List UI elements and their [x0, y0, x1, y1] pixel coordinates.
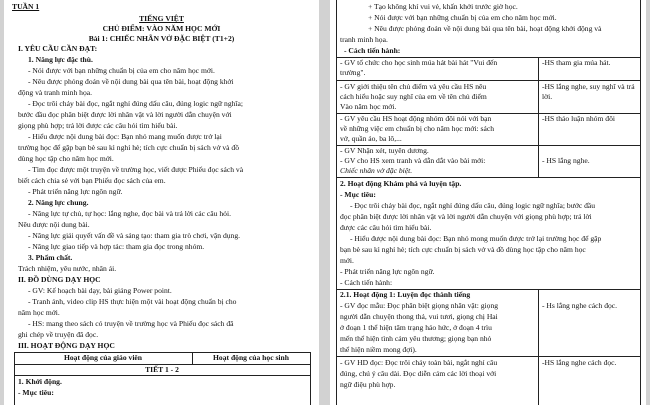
gv-line: ngữ điệu phù hợp.	[340, 380, 396, 389]
text-line: động và tranh minh họa.	[18, 88, 93, 97]
activity-heading: 2.1. Hoạt động 1: Luyện đọc thành tiếng	[340, 290, 471, 299]
text-line: - Mục tiêu:	[340, 190, 376, 199]
text-line: - Cách tiến hành:	[344, 46, 401, 55]
text-line: Nêu được nội dung bài.	[18, 220, 90, 229]
text-line: - Hiểu được nội dung bài đọc: Bạn nhỏ mong muốn được trở lại trường học để gặp	[350, 234, 602, 243]
text-line: được các câu hỏi tìm hiểu bài.	[340, 223, 432, 232]
text-line: năm học mới.	[18, 308, 60, 317]
text-line: trường học để gặp bạn bè sau kì nghỉ hè; tích cực chuẩn bị sách vở và đồ	[18, 143, 240, 152]
gv-line: về những việc em chuẩn bị cho năm học mới: sách	[340, 124, 495, 133]
table-row-heading: 1. Khởi động.	[18, 377, 62, 386]
table-header-teacher: Hoạt động của giáo viên	[63, 353, 143, 362]
text-line: - Nói được với bạn những chuẩn bị của em cho năm học mới.	[28, 66, 215, 75]
text-line: Trách nhiệm, yêu nước, nhân ái.	[18, 264, 117, 273]
text-line: - Năng lực tự chủ, tự học: lắng nghe, đọc bài và trả lời các câu hỏi.	[28, 209, 231, 218]
text-line: - Năng lực giao tiếp và hợp tác: tham gia đọc trong nhóm.	[28, 242, 205, 251]
gv-line: - GV Nhận xét, tuyên dương.	[340, 146, 429, 155]
text-line: bạn bè sau kì nghỉ hè; tích cực chuẩn bị sách vở và đồ dùng học tập cho năm học	[340, 245, 586, 254]
subject-title: TIẾNG VIỆT	[139, 14, 184, 23]
table-header-student: Hoạt động của học sinh	[213, 353, 289, 362]
hs-line: -HS lắng nghe, suy nghĩ và trả	[542, 82, 635, 91]
gv-line: - GV yêu cầu HS hoạt động nhóm đôi nói với bạn	[340, 114, 492, 123]
text-line: mới.	[340, 256, 354, 265]
gv-line: - GV HD đọc: Đọc trôi chảy toàn bài, ngắt nghỉ câu	[340, 358, 498, 367]
text-line: đọc phân biệt được lời nhân vật và lời người dẫn chuyện với giọng phù hợp; trả lời	[340, 212, 592, 221]
text-line: - Tìm đọc được một truyện về trường học, viết được Phiếu đọc sách và	[28, 165, 244, 174]
subsection-heading: 2. Năng lực chung.	[28, 198, 89, 207]
text-line: - Năng lực giải quyết vấn đề và sáng tạo: tham gia trò chơi, vận dụng.	[28, 231, 241, 240]
text-line: + Tạo không khí vui vẻ, khấn khởi trước giờ học.	[368, 2, 518, 11]
text-line: + Nêu được phỏng đoán về nội dung bài qua tên bài, hoạt động khởi động và	[368, 24, 602, 33]
gv-line: thể hiện niềm mong đợi).	[340, 345, 417, 354]
text-line: - Đọc trôi chảy bài đọc, ngắt nghỉ đúng dấu câu, đúng logic ngữ nghĩa;	[28, 99, 244, 108]
hs-line: - HS lắng nghe.	[542, 156, 590, 165]
gv-line: đúng, chú ý câu dài. Đọc diễn cảm các lời thoại với	[340, 369, 497, 378]
text-line: bước đầu đọc phân biệt được lời nhân vật và lời người dẫn chuyện với	[18, 110, 232, 119]
text-line: - Nêu được phỏng đoán về nội dung bài qua tên bài, hoạt động khởi	[28, 77, 234, 86]
text-line: biết cách chia sẻ với bạn Phiếu đọc sách của em.	[18, 176, 166, 185]
subsection-heading: 3. Phẩm chất.	[28, 253, 73, 262]
hs-line: - Hs lắng nghe cách đọc.	[542, 301, 618, 310]
gv-line: mến thể hiện tình cảm yêu thương; giọng bạn nhỏ	[340, 334, 492, 343]
text-line: - Hiểu được nội dung bài đọc: Bạn nhỏ mang muốn được trở lại	[28, 132, 222, 141]
text-line: - Đọc trôi chảy bài đọc, ngắt nghỉ đúng dấu câu, đúng logic ngữ nghĩa; bước đầu	[350, 201, 596, 210]
subsection-heading: 1. Năng lực đặc thù.	[28, 55, 93, 64]
text-line: - Cách tiến hành:	[340, 278, 393, 287]
text-line: - Tranh ảnh, video clip HS thực hiện một vài hoạt động chuẩn bị cho	[28, 297, 237, 306]
section-heading: III. HOẠT ĐỘNG DẠY HỌC	[18, 341, 115, 350]
text-line: tranh minh họa.	[340, 35, 388, 44]
gv-line: Vào năm học mới.	[340, 102, 397, 111]
hs-line: -HS thảo luận nhóm đôi	[542, 114, 615, 123]
text-line: ghi chép về truyện đã đọc.	[18, 330, 99, 339]
week-label: TUẦN 1	[12, 2, 40, 11]
lesson-title: Bài 1: CHIẾC NHÃN VỞ ĐẶC BIỆT (T1+2)	[88, 34, 235, 43]
gv-line: trường".	[340, 68, 366, 77]
gv-line: - GV cho HS xem tranh và dẫn dắt vào bài mới:	[340, 156, 486, 165]
gv-line: vở, quần áo, ba lô,...	[340, 134, 402, 143]
section-heading: II. ĐỒ DÙNG DẠY HỌC	[18, 275, 101, 284]
hs-line: -HS tham gia múa hát.	[542, 58, 611, 67]
text-line: dùng học tập cho năm học mới.	[18, 154, 114, 163]
gv-line: ở đoạn 1 thể hiện tâm trạng háo hức, ở đoạn 4 trìu	[340, 323, 492, 332]
section-heading: I. YÊU CẦU CẦN ĐẠT:	[18, 44, 98, 53]
hs-line: lời.	[542, 92, 553, 101]
text-line: - HS: mang theo sách có truyện về trường học và Phiếu đọc sách đã	[28, 319, 234, 328]
text-line: - Phát triển năng lực ngôn ngữ.	[340, 267, 435, 276]
text-line: giọng phù hợp; trả lời được các câu hỏi tìm hiểu bài.	[18, 121, 178, 130]
text-line: - GV: Kế hoạch bài dạy, bài giảng Power point.	[28, 286, 172, 295]
document-page-left	[4, 0, 319, 405]
gv-line: Chiếc nhãn vở đặc biệt.	[340, 166, 413, 175]
text-line: - Phát triển năng lực ngôn ngữ.	[28, 187, 123, 196]
table-row-heading: - Mục tiêu:	[18, 388, 54, 397]
gv-line: người dẫn chuyện thong thả, vui tươi, giọng chị Hai	[340, 312, 498, 321]
gv-line: - GV đọc mẫu: Đọc phân biệt giọng nhân vật: giọng	[340, 301, 499, 310]
gv-line: - GV tổ chức cho học sinh múa hát bài hát "Vui đến	[340, 58, 498, 67]
text-line: + Nói được với bạn những chuẩn bị của em cho năm học mới.	[368, 13, 557, 22]
section-heading: 2. Hoạt động Khám phá và luyện tập.	[340, 179, 462, 188]
gv-line: - GV giới thiệu tên chủ điểm và yêu cầu HS nêu	[340, 82, 487, 91]
table-period-row: TIẾT 1 - 2	[145, 365, 179, 374]
theme-title: CHỦ ĐIỂM: VÀO NĂM HỌC MỚI	[102, 24, 221, 33]
document-page-right	[330, 0, 646, 405]
gv-line: cách hiểu hoặc suy nghĩ của em về tên chủ điểm	[340, 92, 487, 101]
hs-line: -HS lắng nghe cách đọc.	[542, 358, 617, 367]
